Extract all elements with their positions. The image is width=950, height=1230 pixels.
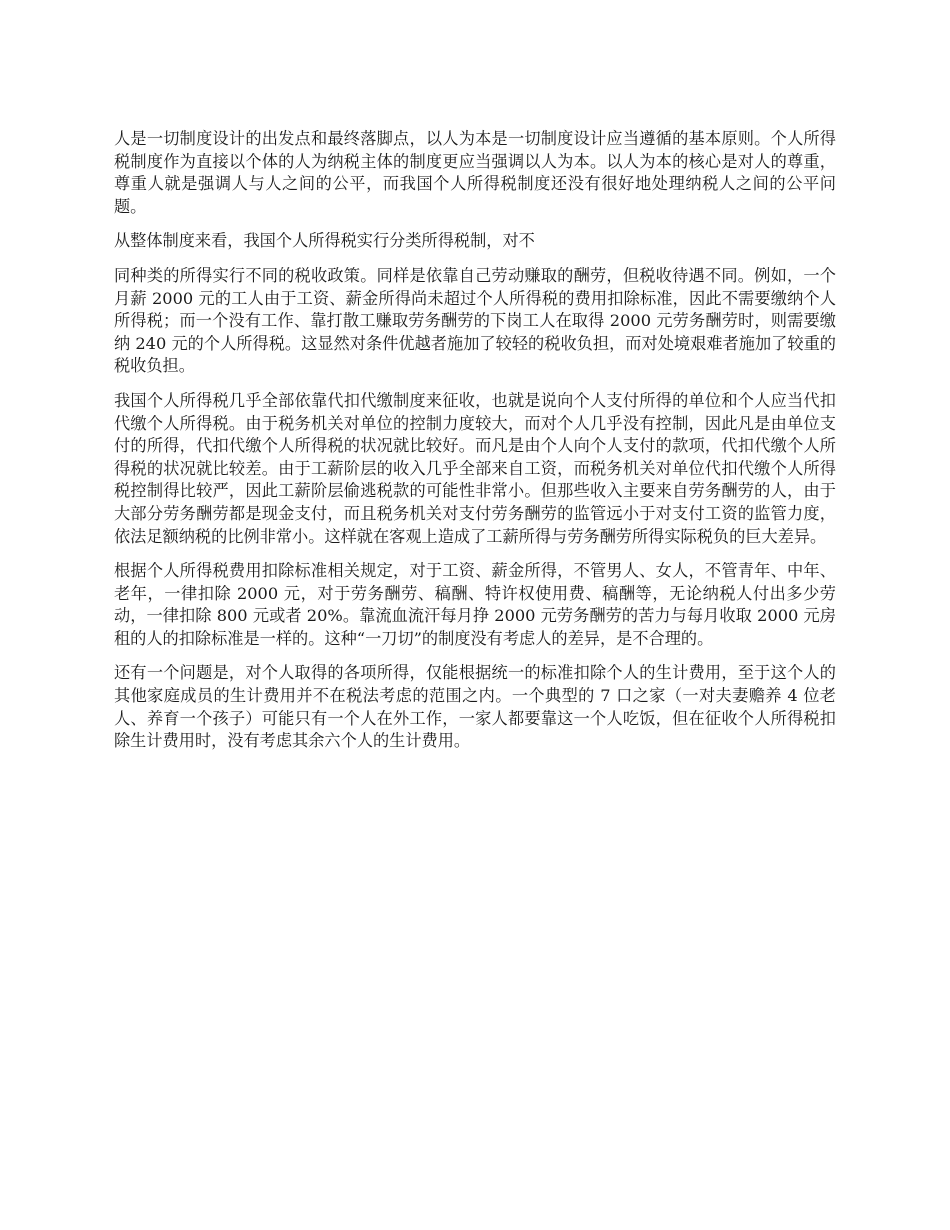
paragraph-4: 我国个人所得税几乎全部依靠代扣代缴制度来征收，也就是说向个人支付所得的单位和个人应当代扣代缴个人所得税。由于税务机关对单位的控制力度较大，而对个人几乎没有控制，因此凡是由单位支付的所得，代扣代缴个人所得税的状况就比较好。而凡是由个人向个人支付的款项，代扣代缴个人所得税的状况就比较差。由于工薪阶层的收入几乎全部来自工资，而税务机关对单位代扣代缴个人所得税控制得比较严，因此工薪阶层偷逃税款的可能性非常小。但那些收入主要来自劳务酬劳的人，由于大部分劳务酬劳都是现金支付，而且税务机关对支付劳务酬劳的监管远小于对支付工资的监管力度，依法足额纳税的比例非常小。这样就在客观上造成了工薪所得与劳务酬劳所得实际税负的巨大差异。 xyxy=(114,390,836,546)
paragraph-6: 还有一个问题是，对个人取得的各项所得，仅能根据统一的标准扣除个人的生计费用，至于这个人的其他家庭成员的生计费用并不在税法考虑的范围之内。一个典型的 7 口之家（一对夫妻赡养 4 位老人、养育一个孩子）可能只有一个人在外工作，一家人都要靠这一个人吃饭，但在征收个人所得税扣除生计费用时，没有考虑其余六个人的生计费用。 xyxy=(114,663,836,751)
paragraph-1: 人是一切制度设计的出发点和最终落脚点，以人为本是一切制度设计应当遵循的基本原则。个人所得税制度作为直接以个体的人为纳税主体的制度更应当强调以人为本。以人为本的核心是对人的尊重，尊重人就是强调人与人之间的公平，而我国个人所得税制度还没有很好地处理纳税人之间的公平问题。 xyxy=(114,129,836,216)
paragraph-5: 根据个人所得税费用扣除标准相关规定，对于工资、薪金所得，不管男人、女人，不管青年、中年、老年，一律扣除 2000 元，对于劳务酬劳、稿酬、特许权使用费、稿酬等，无论纳税人付出多少劳动，一律扣除 800 元或者 20%。靠流血流汗每月挣 2000 元劳务酬劳的苦力与每月收取 2000 元房租的人的扣除标准是一样的。这种“一刀切”的制度没有考虑人的差异，是不合理的。 xyxy=(114,561,836,648)
document-body xyxy=(114,128,836,765)
paragraph-3: 同种类的所得实行不同的税收政策。同样是依靠自己劳动赚取的酬劳，但税收待遇不同。例如，一个月薪 2000 元的工人由于工资、薪金所得尚未超过个人所得税的费用扣除标准，因此不需要缴纳个人所得税；而一个没有工作、靠打散工赚取劳务酬劳的下岗工人在取得 2000 元劳务酬劳时，则需要缴纳 240 元的个人所得税。这显然对条件优越者施加了较轻的税收负担，而对处境艰难者施加了较重的税收负担。 xyxy=(114,265,836,376)
paragraph-2: 从整体制度来看，我国个人所得税实行分类所得税制，对不 xyxy=(114,231,535,251)
